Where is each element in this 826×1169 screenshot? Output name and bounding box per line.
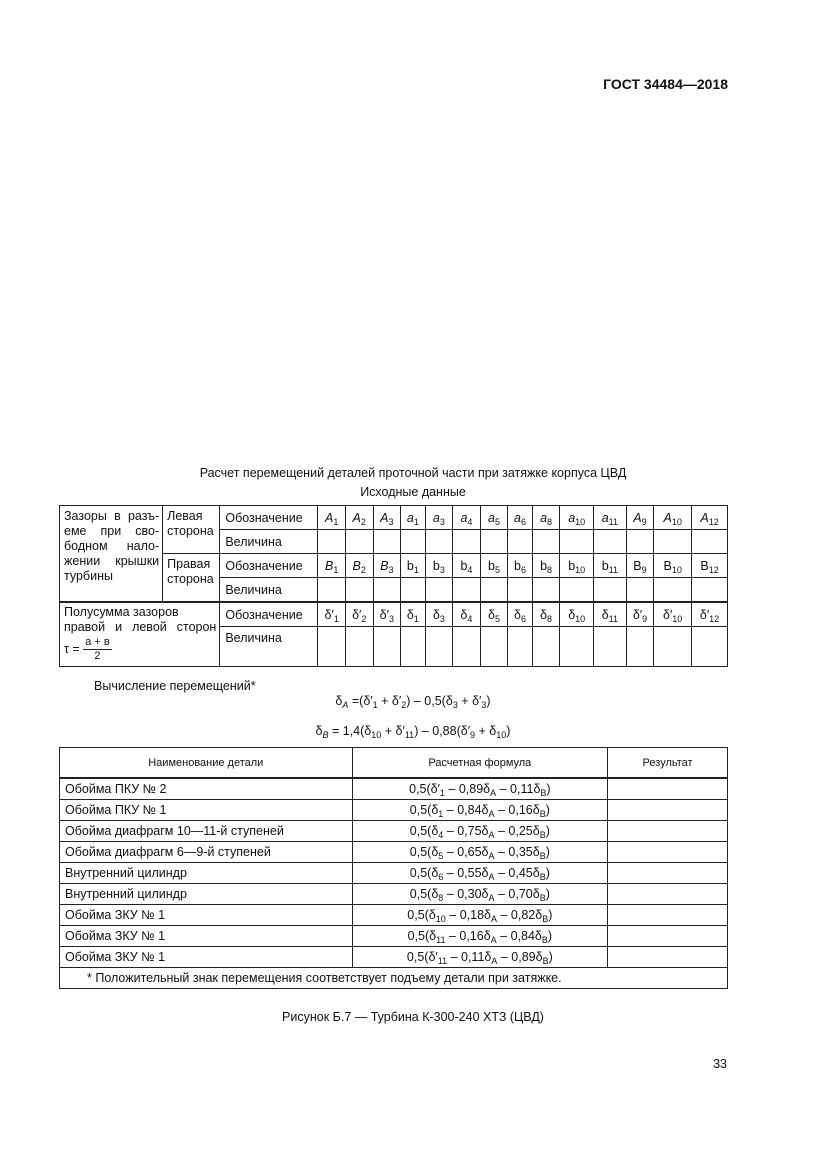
- symbol-cell: $\delta_3$: [425, 602, 453, 627]
- symbol-cell: $A_9$: [626, 506, 654, 530]
- symbol-cell: $B_3$: [373, 554, 401, 578]
- part-result: [608, 884, 728, 905]
- symbol-cell: $\delta_{10}$: [560, 602, 594, 627]
- symbol-cell: $A_1$: [318, 506, 346, 530]
- results-header-row: [60, 748, 728, 779]
- part-result: [608, 863, 728, 884]
- symbol-cell: $a_{10}$: [560, 506, 594, 530]
- part-name: Внутренний цилиндр: [60, 884, 353, 905]
- footnote: * Положительный знак перемещения соответствует подъему детали при затяжке.: [60, 968, 728, 989]
- table-row: [60, 821, 728, 842]
- symbol-cell: $\delta'_{12}$: [692, 602, 728, 627]
- symbol-cell: $b_3$: [425, 554, 453, 578]
- symbol-cell: $\delta'_{10}$: [654, 602, 692, 627]
- part-formula: $0,5(\delta'_1 - 0,89\delta_A - 0,11\delta_B)$: [352, 778, 608, 800]
- symbol-cell: $a_{11}$: [594, 506, 627, 530]
- symbol-cell: $\delta_5$: [480, 602, 508, 627]
- symbol-cell: $\delta_1$: [401, 602, 426, 627]
- tau-symbol: τ =: [64, 641, 80, 656]
- symbol-cell: $\delta_{11}$: [594, 602, 627, 627]
- symbol-cell: $B_{12}$: [692, 554, 728, 578]
- column-header-formula: Расчетная формула: [352, 748, 608, 779]
- part-name: Обойма диафрагм 10—11-й ступеней: [60, 821, 353, 842]
- symbol-cell: $b_{10}$: [560, 554, 594, 578]
- symbol-cell: $B_1$: [318, 554, 346, 578]
- results-table: [59, 747, 728, 989]
- symbol-cell: $\delta_8$: [532, 602, 560, 627]
- part-formula: $0,5(\delta'_{11} - 0,11\delta_A - 0,89\delta_B)$: [352, 947, 608, 968]
- symbol-cell: $A_2$: [345, 506, 373, 530]
- symbol-cell: $b_{11}$: [594, 554, 627, 578]
- left-designation-row: [60, 506, 728, 530]
- table-row: [60, 884, 728, 905]
- right-side-label: Правая сторона: [163, 554, 220, 603]
- figure-subtitle: Исходные данные: [360, 485, 466, 499]
- calculation-heading: Вычисление перемещений*: [94, 679, 256, 693]
- symbol-cell: $A_3$: [373, 506, 401, 530]
- part-formula: $0,5(\delta_8 - 0,30\delta_A - 0,70\delta_B)$: [352, 884, 608, 905]
- part-name: Обойма ПКУ № 2: [60, 778, 353, 800]
- designation-label: Обозначение: [220, 554, 318, 578]
- left-side-label: Левая сторона: [163, 506, 220, 554]
- symbol-cell: $\delta'_1$: [318, 602, 346, 627]
- table-row: [60, 800, 728, 821]
- designation-label: Обозначение: [220, 602, 318, 627]
- column-header-part: Наименование детали: [60, 748, 353, 779]
- symbol-cell: $b_1$: [401, 554, 426, 578]
- part-name: Обойма диафрагм 6—9-й ступеней: [60, 842, 353, 863]
- symbol-cell: $\delta'_9$: [626, 602, 654, 627]
- part-name: Обойма ПКУ № 1: [60, 800, 353, 821]
- part-result: [608, 926, 728, 947]
- symbol-cell: $\delta_6$: [508, 602, 533, 627]
- part-result: [608, 778, 728, 800]
- page-number: 33: [713, 1057, 727, 1071]
- formula-delta-a: $\delta_A =(\delta'_1 + \delta'_2) - 0,5(\delta_3 + \delta'_3)$: [335, 694, 491, 710]
- symbol-cell: $A_{12}$: [692, 506, 728, 530]
- part-result: [608, 842, 728, 863]
- symbol-cell: $a_4$: [453, 506, 481, 530]
- value-label: Величина: [220, 627, 318, 667]
- formula-delta-b: $\delta_B = 1,4(\delta_{10} + \delta'_{11}) - 0,88(\delta'_9 + \delta_{10})$: [315, 724, 511, 740]
- part-formula: $0,5(\delta_6 - 0,55\delta_A - 0,45\delta_B)$: [352, 863, 608, 884]
- part-name: Обойма ЗКУ № 1: [60, 905, 353, 926]
- symbol-cell: $a_6$: [508, 506, 533, 530]
- part-result: [608, 905, 728, 926]
- designation-label: Обозначение: [220, 506, 318, 530]
- part-result: [608, 800, 728, 821]
- table-row: [60, 905, 728, 926]
- part-name: Внутренний цилиндр: [60, 863, 353, 884]
- table-row: [60, 926, 728, 947]
- tau-fraction: $\frac{a + в}{2}$: [85, 636, 110, 662]
- semisum-designation-row: [60, 602, 728, 627]
- part-formula: $0,5(\delta_{10} - 0,18\delta_A - 0,82\delta_B)$: [352, 905, 608, 926]
- part-formula: $0,5(\delta_1 - 0,84\delta_A - 0,16\delta_B)$: [352, 800, 608, 821]
- symbol-cell: $B_{10}$: [654, 554, 692, 578]
- semisum-label: Полусумма зазоров правой и левой сторон τ = $\frac{a + в}{2}$: [60, 602, 220, 667]
- symbol-cell: $\delta_4$: [453, 602, 481, 627]
- part-result: [608, 947, 728, 968]
- part-formula: $0,5(\delta_4 - 0,75\delta_A - 0,25\delta_B)$: [352, 821, 608, 842]
- value-label: Величина: [220, 578, 318, 603]
- figure-caption: Рисунок Б.7 — Турбина К-300-240 ХТЗ (ЦВД): [282, 1010, 544, 1024]
- table-row: [60, 778, 728, 800]
- symbol-cell: $b_6$: [508, 554, 533, 578]
- symbol-cell: $a_3$: [425, 506, 453, 530]
- footnote-row: [60, 968, 728, 989]
- column-header-result: Результат: [608, 748, 728, 779]
- symbol-cell: $\delta'_3$: [373, 602, 401, 627]
- value-label: Величина: [220, 530, 318, 554]
- figure-title: Расчет перемещений деталей проточной части при затяжке корпуса ЦВД: [199, 466, 627, 480]
- symbol-cell: $\delta'_2$: [345, 602, 373, 627]
- symbol-cell: $a_8$: [532, 506, 560, 530]
- table-row: [60, 842, 728, 863]
- part-name: Обойма ЗКУ № 1: [60, 926, 353, 947]
- part-formula: $0,5(\delta_5 - 0,65\delta_A - 0,35\delta_B)$: [352, 842, 608, 863]
- gap-group-label: Зазоры в разъ- еме при сво- бодном нало- жении крышки турбины: [60, 506, 163, 603]
- symbol-cell: $A_{10}$: [654, 506, 692, 530]
- input-data-table: [59, 505, 728, 667]
- symbol-cell: $a_1$: [401, 506, 426, 530]
- part-formula: $0,5(\delta_{11} - 0,16\delta_A - 0,84\delta_B)$: [352, 926, 608, 947]
- symbol-cell: $b_4$: [453, 554, 481, 578]
- part-result: [608, 821, 728, 842]
- part-name: Обойма ЗКУ № 1: [60, 947, 353, 968]
- symbol-cell: $B_9$: [626, 554, 654, 578]
- standard-number: ГОСТ 34484—2018: [603, 76, 728, 92]
- symbol-cell: $b_5$: [480, 554, 508, 578]
- table-row: [60, 947, 728, 968]
- symbol-cell: $b_8$: [532, 554, 560, 578]
- symbol-cell: $B_2$: [345, 554, 373, 578]
- table-row: [60, 863, 728, 884]
- symbol-cell: $a_5$: [480, 506, 508, 530]
